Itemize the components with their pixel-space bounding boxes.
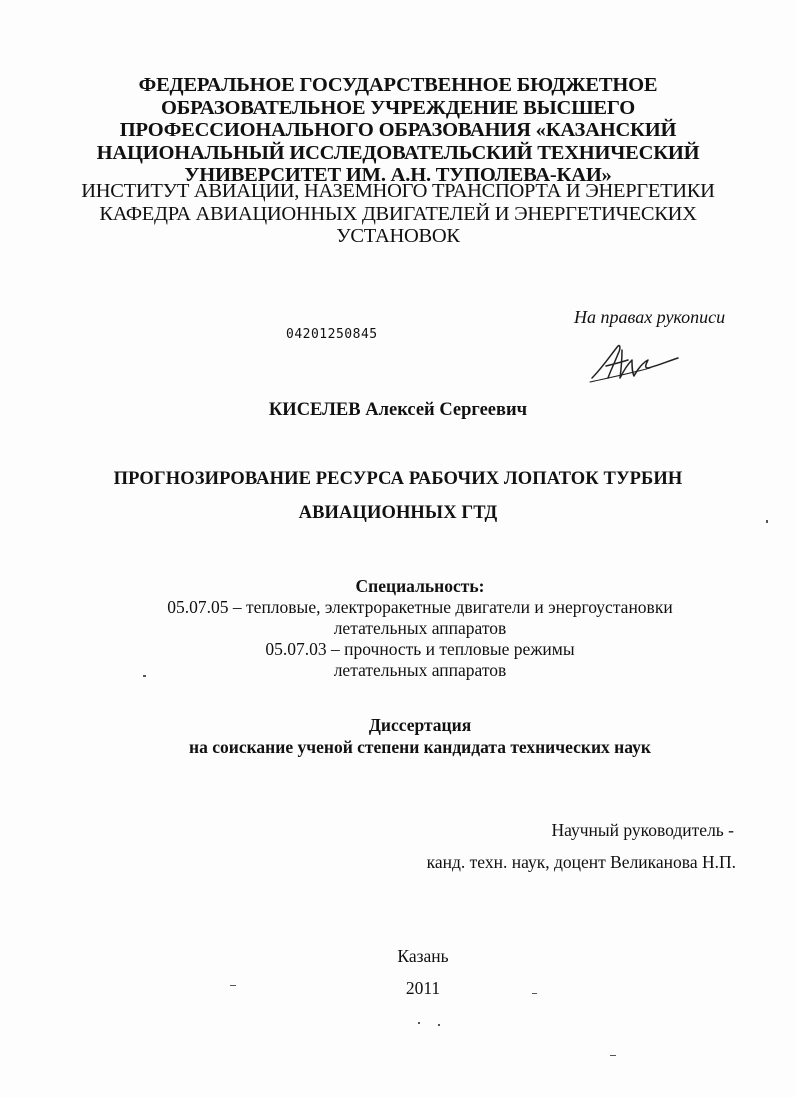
specialty-line: 05.07.05 – тепловые, электроракетные двигатели и энергоустановки (167, 597, 673, 617)
scan-speck (438, 1024, 440, 1026)
supervisor-name: канд. техн. наук, доцент Великанова Н.П. (426, 852, 736, 872)
handwritten-signature-icon (588, 338, 684, 384)
city: Казань (397, 946, 449, 966)
specialty-line: летательных аппаратов (333, 618, 507, 638)
scan-speck (766, 520, 768, 523)
header-bold-line: ПРОФЕССИОНАЛЬНОГО ОБРАЗОВАНИЯ «КАЗАНСКИЙ (119, 119, 677, 141)
scan-speck (143, 675, 146, 677)
title-line: АВИАЦИОННЫХ ГТД (298, 503, 498, 523)
header-bold-line: НАЦИОНАЛЬНЫЙ ИССЛЕДОВАТЕЛЬСКИЙ ТЕХНИЧЕСКИЙ (96, 141, 700, 164)
supervisor-label: Научный руководитель - (551, 820, 734, 840)
specialty-line: летательных аппаратов (333, 660, 507, 680)
header-normal-line: УСТАНОВОК (336, 225, 460, 247)
specialty-heading: Специальность: (355, 576, 485, 596)
header-bold-line: ФЕДЕРАЛЬНОЕ ГОСУДАРСТВЕННОЕ БЮДЖЕТНОЕ (138, 74, 658, 96)
specialty-block (0, 576, 796, 681)
dissertation-block (0, 714, 796, 758)
header-normal-line: ИНСТИТУТ АВИАЦИИ, НАЗЕМНОГО ТРАНСПОРТА И ЭНЕРГЕТИКИ (81, 180, 715, 202)
header-bold-line: УНИВЕРСИТЕТ ИМ. А.Н. ТУПОЛЕВА-КАИ» (184, 164, 612, 186)
scan-speck (230, 985, 236, 986)
specialty-line: 05.07.03 – прочность и тепловые режимы (265, 639, 575, 659)
inventory-number: 04201250845 (286, 327, 378, 342)
rights-note: На правах рукописи (574, 307, 726, 327)
scan-speck (418, 1022, 420, 1024)
scan-speck (532, 993, 537, 994)
dissertation-subtitle: на соискание ученой степени кандидата технических наук (189, 737, 651, 757)
header-bold-line: ОБРАЗОВАТЕЛЬНОЕ УЧРЕЖДЕНИЕ ВЫСШЕГО (161, 96, 635, 119)
dissertation-heading: Диссертация (368, 715, 472, 735)
header-normal-line: КАФЕДРА АВИАЦИОННЫХ ДВИГАТЕЛЕЙ И ЭНЕРГЕТИЧЕСКИХ (99, 202, 697, 225)
dissertation-title (0, 462, 796, 530)
university-name (0, 74, 796, 187)
author-name (0, 400, 796, 421)
year: 2011 (405, 978, 441, 998)
title-line: ПРОГНОЗИРОВАНИЕ РЕСУРСА РАБОЧИХ ЛОПАТОК ТУРБИН (113, 469, 683, 489)
scan-speck (610, 1055, 616, 1056)
institute-department (0, 180, 796, 248)
author-surname: КИСЕЛЕВ (268, 400, 361, 420)
author-given-names: Алексей Сергеевич (365, 400, 528, 420)
